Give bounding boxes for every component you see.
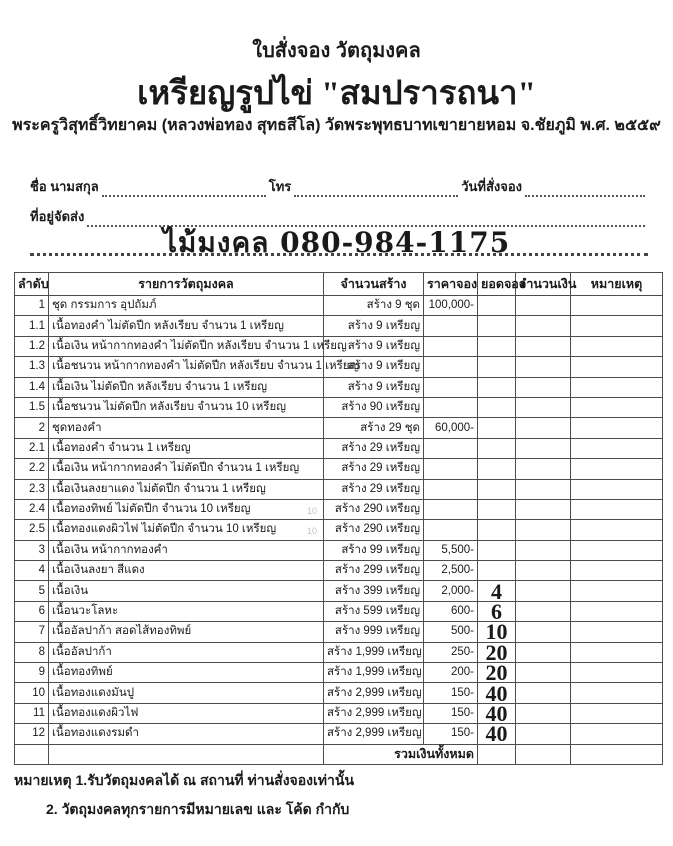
quantity-made-cell: สร้าง 9 ชุด (324, 296, 424, 316)
money-amount-cell (516, 397, 571, 417)
reserve-price-cell (424, 357, 478, 377)
remark-cell (571, 418, 663, 438)
money-amount-cell (516, 724, 571, 744)
table-row (15, 581, 663, 601)
order-table-body (15, 296, 663, 745)
booked-amount-stamp: 20 (478, 663, 516, 683)
row-number-cell: 2.5 (15, 520, 49, 540)
remark-cell (571, 459, 663, 479)
coin-name-title: เหรียญรูปไข่ "สมปรารถนา" (137, 76, 536, 112)
remark-cell (571, 724, 663, 744)
remark-cell (571, 683, 663, 703)
money-amount-cell (516, 663, 571, 683)
quantity-made-cell: สร้าง 2,999 เหรียญ (324, 724, 424, 744)
table-row (15, 622, 663, 642)
row-number-cell: 2.4 (15, 499, 49, 519)
quantity-made-cell: สร้าง 2,999 เหรียญ (324, 683, 424, 703)
money-amount-cell (516, 642, 571, 662)
booked-amount-stamp (478, 357, 516, 377)
item-name-cell: ชุดทองคำ (49, 418, 324, 438)
reserve-price-cell: 150- (424, 703, 478, 723)
remark-cell (571, 663, 663, 683)
booked-amount-stamp (478, 561, 516, 581)
table-row (15, 296, 663, 316)
booked-amount-stamp: 20 (478, 642, 516, 662)
quantity-made-cell: สร้าง 9 เหรียญ (324, 316, 424, 336)
row-number-cell: 9 (15, 663, 49, 683)
faint-quantity-mark: 10 (306, 526, 317, 537)
total-label: รวมเงินทั้งหมด (324, 744, 478, 764)
col-header-note: หมายเหตุ (571, 273, 663, 296)
address-field-line2 (30, 247, 648, 256)
total-row-item-cell (49, 744, 324, 764)
row-number-cell: 2.3 (15, 479, 49, 499)
booked-amount-stamp (478, 377, 516, 397)
money-amount-cell (516, 499, 571, 519)
table-row (15, 724, 663, 744)
money-amount-cell (516, 357, 571, 377)
quantity-made-cell: สร้าง 290 เหรียญ (324, 520, 424, 540)
remark-cell (571, 520, 663, 540)
reserve-price-cell: 150- (424, 683, 478, 703)
table-row (15, 336, 663, 356)
hotline-stamp: ไม้มงคล 080-984-1175 (162, 226, 511, 259)
money-amount-cell (516, 418, 571, 438)
col-header-made: จำนวนสร้าง (324, 273, 424, 296)
total-row (15, 744, 663, 764)
table-row (15, 703, 663, 723)
quantity-made-cell: สร้าง 29 ชุด (324, 418, 424, 438)
row-number-cell: 1.3 (15, 357, 49, 377)
quantity-made-cell: สร้าง 399 เหรียญ (324, 581, 424, 601)
reserve-price-cell: 250- (424, 642, 478, 662)
reserve-price-cell: 5,500- (424, 540, 478, 560)
booked-amount-stamp (478, 520, 516, 540)
form-title: ใบสั่งจอง วัตถุมงคล (252, 40, 421, 62)
booked-amount-stamp (478, 296, 516, 316)
money-amount-cell (516, 296, 571, 316)
remark-cell (571, 642, 663, 662)
phone-field (294, 180, 458, 197)
reserve-price-cell: 150- (424, 724, 478, 744)
money-amount-cell (516, 622, 571, 642)
table-header-row (15, 273, 663, 296)
row-number-cell: 2.2 (15, 459, 49, 479)
money-amount-cell (516, 561, 571, 581)
money-amount-cell (516, 438, 571, 458)
table-row (15, 459, 663, 479)
table-row (15, 357, 663, 377)
item-name-cell: เนื้ออัลปาก้า สอดไส้ทองทิพย์ (49, 622, 324, 642)
booked-amount-stamp (478, 336, 516, 356)
money-amount-cell (516, 377, 571, 397)
table-row (15, 499, 663, 519)
reserve-price-cell: 60,000- (424, 418, 478, 438)
footer-note-2: 2. วัตถุมงคลทุกรายการมีหมายเลข และ โค้ด กำกับ (46, 801, 350, 817)
row-number-cell: 11 (15, 703, 49, 723)
booked-amount-stamp (478, 540, 516, 560)
table-row (15, 642, 663, 662)
row-number-cell: 1.2 (15, 336, 49, 356)
quantity-made-cell: สร้าง 9 เหรียญ (324, 357, 424, 377)
remark-cell (571, 336, 663, 356)
name-label: ชื่อ นามสกุล (30, 179, 99, 194)
item-name-cell: เนื้อทองแดงผิวไฟ ไม่ตัดปีก จำนวน 10 เหรียญ 10 (49, 520, 324, 540)
item-name-cell: เนื้อเงิน (49, 581, 324, 601)
remark-cell (571, 499, 663, 519)
money-amount-cell (516, 703, 571, 723)
quantity-made-cell: สร้าง 1,999 เหรียญ (324, 642, 424, 662)
col-header-item: รายการวัตถุมงคล (49, 273, 324, 296)
item-name-cell: เนื้อทองแดงมันปู (49, 683, 324, 703)
row-number-cell: 3 (15, 540, 49, 560)
quantity-made-cell: สร้าง 299 เหรียญ (324, 561, 424, 581)
booked-amount-stamp: 40 (478, 703, 516, 723)
item-name-cell: ชุด กรรมการ อุปถัมภ์ (49, 296, 324, 316)
remark-cell (571, 397, 663, 417)
item-name-cell: เนื้อเงินลงยาแดง ไม่ตัดปีก จำนวน 1 เหรียญ (49, 479, 324, 499)
total-row-no-cell (15, 744, 49, 764)
reserve-price-cell (424, 316, 478, 336)
item-name-cell: เนื้อทองแดงรมดำ (49, 724, 324, 744)
table-row (15, 540, 663, 560)
remark-cell (571, 540, 663, 560)
row-number-cell: 5 (15, 581, 49, 601)
row-number-cell: 1.5 (15, 397, 49, 417)
reserve-price-cell: 2,500- (424, 561, 478, 581)
table-row (15, 683, 663, 703)
order-date-label: วันที่สั่งจอง (461, 179, 523, 194)
table-row (15, 601, 663, 621)
reserve-price-cell (424, 438, 478, 458)
reserve-price-cell: 500- (424, 622, 478, 642)
remark-cell (571, 601, 663, 621)
row-number-cell: 6 (15, 601, 49, 621)
item-name-cell: เนื้อชนวน หน้ากากทองคำ ไม่ตัดปีก หลังเรียบ จำนวน 1 เหรียญ (49, 357, 324, 377)
quantity-made-cell: สร้าง 290 เหรียญ (324, 499, 424, 519)
reserve-price-cell (424, 336, 478, 356)
reserve-price-cell: 2,000- (424, 581, 478, 601)
reserve-price-cell (424, 377, 478, 397)
quantity-made-cell: สร้าง 90 เหรียญ (324, 397, 424, 417)
money-amount-cell (516, 581, 571, 601)
table-row (15, 479, 663, 499)
footer-note-1: หมายเหตุ 1.รับวัตถุมงคลได้ ณ สถานที่ ท่านสั่งจองเท่านั้น (14, 772, 355, 788)
remark-cell (571, 703, 663, 723)
reserve-price-cell (424, 479, 478, 499)
reserve-price-cell: 600- (424, 601, 478, 621)
item-name-cell: เนื้ออัลปาก้า (49, 642, 324, 662)
money-amount-cell (516, 479, 571, 499)
item-name-cell: เนื้อทองแดงผิวไฟ (49, 703, 324, 723)
total-note-cell (571, 744, 663, 764)
remark-cell (571, 622, 663, 642)
money-amount-cell (516, 683, 571, 703)
table-row (15, 418, 663, 438)
order-table (14, 272, 663, 765)
row-number-cell: 10 (15, 683, 49, 703)
remark-cell (571, 377, 663, 397)
booked-amount-stamp (478, 499, 516, 519)
quantity-made-cell: สร้าง 9 เหรียญ (324, 336, 424, 356)
remark-cell (571, 479, 663, 499)
item-name-cell: เนื้อนวะโลหะ (49, 601, 324, 621)
item-name-cell: เนื้อเงิน หน้ากากทองคำ ไม่ตัดปีก จำนวน 1 เหรียญ (49, 459, 324, 479)
faint-quantity-mark: 10 (306, 505, 317, 516)
row-number-cell: 1.4 (15, 377, 49, 397)
remark-cell (571, 316, 663, 336)
remark-cell (571, 296, 663, 316)
money-amount-cell (516, 336, 571, 356)
reserve-price-cell (424, 459, 478, 479)
money-amount-cell (516, 540, 571, 560)
money-amount-cell (516, 601, 571, 621)
table-row (15, 520, 663, 540)
booked-amount-stamp: 40 (478, 724, 516, 744)
booked-amount-stamp (478, 397, 516, 417)
quantity-made-cell: สร้าง 599 เหรียญ (324, 601, 424, 621)
table-row (15, 663, 663, 683)
table-row (15, 397, 663, 417)
item-name-cell: เนื้อทองทิพย์ (49, 663, 324, 683)
item-name-cell: เนื้อทองคำ ไม่ตัดปีก หลังเรียบ จำนวน 1 เหรียญ (49, 316, 324, 336)
item-name-cell: เนื้อทองคำ จำนวน 1 เหรียญ (49, 438, 324, 458)
quantity-made-cell: สร้าง 29 เหรียญ (324, 438, 424, 458)
quantity-made-cell: สร้าง 1,999 เหรียญ (324, 663, 424, 683)
quantity-made-cell: สร้าง 29 เหรียญ (324, 459, 424, 479)
phone-label: โทร (268, 179, 292, 194)
item-name-cell: เนื้อเงิน หน้ากากทองคำ (49, 540, 324, 560)
temple-subtitle: พระครูวิสุทธิ์วิทยาคม (หลวงพ่อทอง สุทธสีโล) วัดพระพุทธบาทเขายายหอม จ.ชัยภูมิ พ.ศ. ๒๕๕๙ (12, 117, 661, 134)
remark-cell (571, 581, 663, 601)
row-number-cell: 12 (15, 724, 49, 744)
item-name-cell: เนื้อเงินลงยา สีแดง (49, 561, 324, 581)
total-money-cell (516, 744, 571, 764)
booked-amount-stamp (478, 418, 516, 438)
booked-amount-stamp: 10 (478, 622, 516, 642)
row-number-cell: 7 (15, 622, 49, 642)
item-name-cell: เนื้อเงิน ไม่ตัดปีก หลังเรียบ จำนวน 1 เหรียญ (49, 377, 324, 397)
total-booked-cell (478, 744, 516, 764)
row-number-cell: 2.1 (15, 438, 49, 458)
remark-cell (571, 561, 663, 581)
col-header-no: ลำดับ (15, 273, 49, 296)
col-header-money: จำนวนเงิน (516, 273, 571, 296)
row-number-cell: 1.1 (15, 316, 49, 336)
reserve-price-cell: 100,000- (424, 296, 478, 316)
item-name-cell: เนื้อชนวน ไม่ตัดปีก หลังเรียบ จำนวน 10 เหรียญ (49, 397, 324, 417)
quantity-made-cell: สร้าง 29 เหรียญ (324, 479, 424, 499)
table-row (15, 438, 663, 458)
col-header-booked: ยอดจอง (478, 273, 516, 296)
quantity-made-cell: สร้าง 2,999 เหรียญ (324, 703, 424, 723)
name-field (102, 180, 266, 197)
table-row (15, 377, 663, 397)
item-name-cell: เนื้อเงิน หน้ากากทองคำ ไม่ตัดปีก หลังเรียบ จำนวน 1 เหรียญ (49, 336, 324, 356)
row-number-cell: 2 (15, 418, 49, 438)
booked-amount-stamp (478, 479, 516, 499)
row-number-cell: 8 (15, 642, 49, 662)
customer-info-line (30, 176, 648, 197)
table-row (15, 561, 663, 581)
row-number-cell: 1 (15, 296, 49, 316)
money-amount-cell (516, 316, 571, 336)
booked-amount-stamp: 4 (478, 581, 516, 601)
reserve-price-cell (424, 499, 478, 519)
col-header-price: ราคาจอง (424, 273, 478, 296)
quantity-made-cell: สร้าง 9 เหรียญ (324, 377, 424, 397)
quantity-made-cell: สร้าง 999 เหรียญ (324, 622, 424, 642)
quantity-made-cell: สร้าง 99 เหรียญ (324, 540, 424, 560)
reserve-price-cell: 200- (424, 663, 478, 683)
reserve-price-cell (424, 397, 478, 417)
order-date-field (525, 180, 645, 197)
booked-amount-stamp (478, 459, 516, 479)
remark-cell (571, 438, 663, 458)
booked-amount-stamp (478, 316, 516, 336)
booked-amount-stamp: 40 (478, 683, 516, 703)
booked-amount-stamp: 6 (478, 601, 516, 621)
money-amount-cell (516, 459, 571, 479)
money-amount-cell (516, 520, 571, 540)
row-number-cell: 4 (15, 561, 49, 581)
table-row (15, 316, 663, 336)
remark-cell (571, 357, 663, 377)
address-label: ที่อยู่จัดส่ง (30, 209, 85, 224)
booked-amount-stamp (478, 438, 516, 458)
item-name-cell: เนื้อทองทิพย์ ไม่ตัดปีก จำนวน 10 เหรียญ 10 (49, 499, 324, 519)
reserve-price-cell (424, 520, 478, 540)
